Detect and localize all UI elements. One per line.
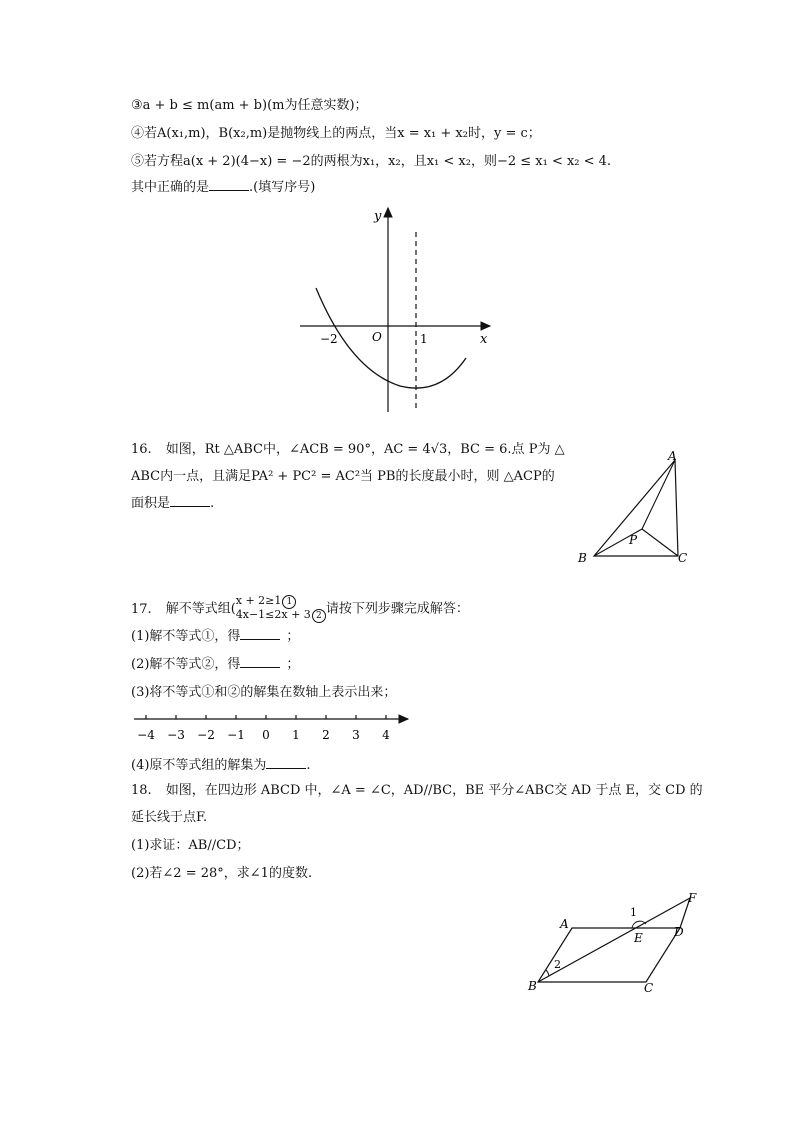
answer-blank[interactable] [240, 627, 280, 640]
q15-prompt [131, 178, 315, 198]
number-line-tick-label: −2 [197, 728, 215, 742]
inequality-system [236, 595, 326, 623]
point-f-label: F [688, 891, 697, 905]
statement-5: ⑤若方程a(x + 2)(4−x) = −2的两根为x₁，x₂，且x₁ < x₂，则−2 ≤ x₁ < x₂ < 4. [131, 154, 612, 169]
q17-step3: (3)将不等式①和②的解集在数轴上表示出来； [131, 685, 397, 700]
segment-pa [642, 460, 675, 529]
number-line-tick-label: 3 [352, 728, 360, 742]
q18-part1: (1)求证：AB//CD； [131, 838, 250, 853]
answer-blank[interactable] [266, 756, 306, 769]
axis-value-label: 1 [420, 332, 428, 346]
parabola-curve [316, 288, 466, 388]
x-axis-label: x [480, 332, 488, 347]
vertex-b-label: B [578, 551, 587, 565]
angle-1-label: 1 [630, 906, 637, 919]
vertex-c-label: C [678, 551, 688, 565]
answer-blank[interactable] [209, 178, 249, 191]
q17-step1-text: (1)解不等式①，得 [131, 629, 241, 644]
vertex-b-label: B [528, 979, 537, 993]
q17-step1 [131, 627, 299, 647]
vertex-d-label: D [674, 925, 684, 939]
quadrilateral-figure [522, 888, 712, 996]
answer-blank[interactable] [240, 655, 280, 668]
number-line-tick-label: −1 [227, 728, 245, 742]
q17-line1 [131, 595, 469, 623]
q15-prompt-text: 其中正确的是 [131, 180, 210, 195]
vertex-a-label: A [668, 449, 677, 463]
statement-3: ③a + b ≤ m(am + b)(m为任意实数)； [131, 98, 368, 113]
q17-step4-end: . [306, 758, 311, 773]
q17-step4 [131, 756, 311, 776]
q17-intro-end: 请按下列步骤完成解答： [325, 601, 469, 617]
q16-text3-end: . [210, 496, 215, 511]
q17-step2 [131, 655, 299, 675]
number-line-tick-label: 0 [262, 728, 270, 742]
number-line-tick-label: 4 [382, 728, 390, 742]
statement-4: ④若A(x₁,m)，B(x₂,m)是抛物线上的两点，当x = x₁ + x₂时，y = c； [131, 126, 541, 141]
root-label: −2 [320, 332, 338, 346]
q17-step2-end: ； [286, 657, 300, 672]
point-e-label: E [634, 931, 643, 945]
q15-prompt-suffix: .(填写序号) [249, 180, 316, 195]
segment-pc [642, 529, 678, 556]
q17-step2-text: (2)解不等式②，得 [131, 657, 241, 672]
q17-intro: 解不等式组( [165, 601, 236, 617]
q17-step1-end: ； [286, 629, 300, 644]
mark-1: 1 [282, 595, 296, 609]
number-line-tick-label: −3 [167, 728, 185, 742]
q18-line2: 延长线于点F. [131, 810, 208, 825]
angle-2-label: 2 [554, 958, 561, 971]
number-line-tick-label: 1 [292, 728, 300, 742]
angle-2-arc [546, 970, 549, 976]
q18-part2: (2)若∠2 = 28°，求∠1的度数. [131, 866, 313, 881]
origin-label: O [372, 330, 382, 344]
q16-text3: 面积是 [131, 496, 171, 511]
q17-step4-text: (4)原不等式组的解集为 [131, 758, 267, 773]
q18-line1 [131, 781, 703, 801]
q18-text1: 如图，在四边形 ABCD 中，∠A = ∠C，AD//BC，BE 平分∠ABC交 AD 于点 E，交 CD 的 [165, 783, 703, 798]
number-line-tick-label: −4 [137, 728, 155, 742]
quadrilateral-abcd [538, 928, 680, 982]
mark-2: 2 [312, 609, 326, 623]
number-line-tick-label: 2 [322, 728, 330, 742]
inequality-1 [236, 595, 326, 609]
angle-1-arc [632, 921, 646, 928]
triangle-figure [572, 446, 702, 571]
y-axis-label: y [374, 209, 382, 224]
number-line [134, 708, 414, 744]
inequality-2-text: 4x−1≤2x + 3 [235, 608, 311, 621]
vertex-a-label: A [560, 917, 569, 931]
point-p-label: P [629, 533, 638, 547]
q16-text1: 如图，Rt △ABC中，∠ACB = 90°，AC = 4√3，BC = 6.点 P为 △ [165, 442, 565, 457]
q17-number: 17. [131, 601, 152, 617]
answer-blank[interactable] [170, 494, 210, 507]
inequality-1-text: x + 2≥1 [235, 594, 282, 607]
vertex-c-label: C [644, 981, 654, 995]
q16-line1 [131, 440, 565, 460]
q16-line2: ABC内一点，且满足PA² + PC² = AC²当 PB的长度最小时，则 △ACP的 [131, 469, 555, 484]
parabola-graph [290, 200, 500, 420]
q18-number: 18. [131, 783, 152, 798]
inequality-2 [236, 609, 326, 623]
q16-line3 [131, 494, 214, 514]
q16-number: 16. [131, 442, 152, 457]
